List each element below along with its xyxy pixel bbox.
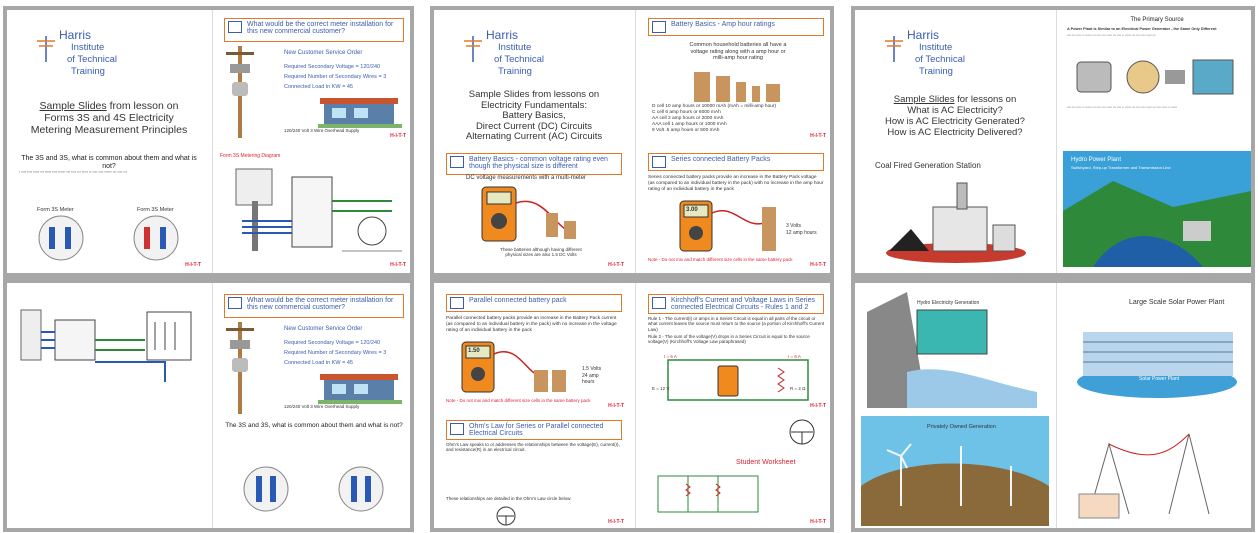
- logo-line-2: Institute: [498, 42, 532, 53]
- column-divider: [212, 10, 213, 528]
- footer-logo: H-I-T-T: [810, 262, 826, 268]
- order-line: Connected Load in KW = 45: [284, 360, 353, 366]
- multimeter-illustration: [476, 183, 596, 247]
- footer-logo: H-I-T-T: [608, 519, 624, 525]
- order-title: New Customer Service Order: [284, 326, 363, 332]
- slide-heading: Hydro Electricity Generation: [917, 300, 980, 306]
- title-line: Forms 3S and 4S Electricity: [44, 112, 174, 124]
- slide-heading: The Primary Source: [1130, 17, 1184, 23]
- slide-subtitle: DC voltage measurements with a multi-meter: [466, 175, 587, 181]
- slide-note: Note - Do not mix and match different size cells in the same battery pack: [446, 398, 591, 403]
- logo-line-1: Harris: [486, 28, 518, 42]
- transmission-illustration: [1069, 424, 1245, 524]
- pole-icon: [450, 423, 464, 435]
- coal-plant-illustration: [881, 177, 1031, 267]
- slide-body: Parallel connected battery packs provide an increase in the Battery Pack current (as compared to an individual battery in the pack) with no increase in the voltage rating of an individual battery in the pack: [446, 316, 617, 333]
- slide-body-end: These relationships are detailed in the Ohm's Law circle below:: [446, 496, 572, 501]
- battery-illustration: [688, 66, 788, 102]
- parallel-circuit-diagram: [648, 470, 768, 518]
- footer-logo: H-I-T-T: [390, 262, 406, 268]
- meter-label: Form 3S Meter: [137, 207, 174, 213]
- series-battery-slide[interactable]: [638, 147, 834, 271]
- title-slide[interactable]: [857, 12, 1053, 142]
- footer-logo: H-I-T-T: [185, 262, 201, 268]
- slide-heading: The 3S and 3S, what is common about them and what is not?: [21, 155, 197, 170]
- pack-rating: 1.5 Volts 24 amp hours: [582, 366, 602, 385]
- voltage-label: E = 12 V: [652, 386, 670, 391]
- coal-station-slide[interactable]: [857, 147, 1053, 271]
- column-divider: [635, 10, 636, 528]
- logo-line-4: Training: [71, 66, 105, 77]
- wiring-detail-diagram: [15, 292, 205, 396]
- image-caption: 120/240 Volt 3 Wire Overhead Supply: [284, 404, 360, 409]
- title-underlined: Sample Slides: [39, 100, 107, 112]
- slide-panel-1[interactable]: [3, 6, 414, 532]
- logo-line-3: of Technical: [915, 54, 965, 65]
- footer-logo: H-I-T-T: [390, 133, 406, 139]
- hydro-generation-slide[interactable]: [857, 288, 1053, 412]
- slide-banner: What would be the correct meter installation for this new commercial customer?: [224, 18, 404, 42]
- footer-logo: H-I-T-T: [810, 403, 826, 409]
- order-line: Required Secondary Voltage = 120/240: [284, 64, 381, 70]
- slide-title: Sample Slides from lessons on Electricity Fundamentals: Battery Basics, Direct Current (DC) Circuits Alternating Current (AC) Circuits: [465, 89, 603, 142]
- current-label: I = 6 A: [664, 354, 677, 359]
- logo-line-4: Training: [919, 66, 953, 77]
- parallel-battery-slide[interactable]: [436, 288, 632, 412]
- order-line: Required Secondary Voltage = 120/240: [284, 340, 381, 346]
- metering-diagram-slide[interactable]: [214, 147, 414, 271]
- row-divider: [7, 273, 410, 283]
- wiring-diagram: [222, 161, 408, 265]
- private-generation-slide[interactable]: [857, 414, 1053, 528]
- utility-pole-illustration: [220, 42, 260, 138]
- slide-title: [17, 100, 201, 136]
- solar-illustration: [1063, 292, 1251, 408]
- title-line: Metering Measurement Principles: [30, 124, 188, 136]
- slide-note: Note - Do not mix and match different size cells in the same battery pack: [648, 257, 793, 262]
- wiring-detail-slide[interactable]: [9, 288, 209, 528]
- rule-1: Rule 1 - The current(I) or amps in a Series Circuit is equal in all parts of the circuit or what current leaves the source must return to the source (a portion of Kirchhoff's Current Law): [648, 316, 825, 332]
- slide-body: Ohm's Law speaks to or addresses the relationships between the voltage(E), current(I), and resistance(R) in an electrical circuit.: [446, 442, 620, 453]
- slide-banner: Battery Basics - Amp hour ratings: [648, 18, 824, 36]
- meter-question-slide-2[interactable]: [214, 288, 414, 418]
- meter-diagrams: [226, 464, 406, 514]
- pack-rating: 3 Volts 12 amp hours: [786, 223, 817, 236]
- slide-body: Series connected battery packs provide an increase in the Battery Pack voltage (as compared to an individual battery in the pack) with no increase in the amp hour rating of an individual battery in the pack: [648, 175, 824, 192]
- commercial-building-illustration: [314, 370, 404, 406]
- slide-banner: Parallel connected battery pack: [446, 294, 622, 312]
- rule-2: Rule 2 - The sum of the voltage(V) drops in a Series Circuit is equal to the source voltage(V) (Kirchhoff's Voltage Law paraphrased): [648, 334, 810, 345]
- worksheet-slide[interactable]: [638, 414, 834, 528]
- pole-icon: [652, 21, 666, 33]
- order-line: Required Number of Secondary Wires = 3: [284, 74, 387, 80]
- hydro-plant-slide[interactable]: [1059, 147, 1255, 271]
- slide-panel-2[interactable]: [430, 6, 834, 532]
- utility-pole-icon: [35, 34, 57, 62]
- slide-banner: Series connected Battery Packs: [648, 153, 824, 171]
- harris-logo: [31, 24, 151, 84]
- utility-pole-icon: [462, 34, 484, 62]
- row-divider: [434, 273, 830, 283]
- kirchhoff-slide[interactable]: [638, 288, 834, 412]
- current-label: I = 6 A: [788, 354, 801, 359]
- ohms-law-slide[interactable]: [436, 414, 632, 528]
- resistance-label: R = 2 Ω: [790, 386, 806, 391]
- transmission-slide[interactable]: [1059, 414, 1255, 528]
- order-line: Required Number of Secondary Wires = 3: [284, 350, 387, 356]
- slide-banner: Battery Basics - common voltage rating even though the physical size is different: [446, 153, 622, 175]
- pole-icon: [450, 156, 464, 168]
- footer-logo: H-I-T-T: [608, 262, 624, 268]
- order-title: New Customer Service Order: [284, 50, 363, 56]
- primary-source-slide[interactable]: [1059, 12, 1255, 142]
- worksheet-title: Student Worksheet: [736, 459, 796, 466]
- wind-farm-illustration: [861, 416, 1049, 526]
- body-text: ▪▪▪▪ ▪▪▪ ▪▪▪▪▪ ▪▪ ▪▪▪▪▪▪ ▪▪▪ ▪▪▪▪ ▪▪▪▪ ▪▪▪▪▪ ▪▪▪ ▪▪▪▪ ▪▪ ▪▪▪▪▪▪ ▪▪▪ ▪▪▪▪ ▪▪▪▪ ▪▪▪▪▪ ▪▪▪ ▪▪▪▪ ▪▪▪▪▪ ▪▪ ▪▪▪▪▪▪: [1067, 105, 1178, 109]
- amp-hour-slide[interactable]: [638, 12, 834, 142]
- diagram-heading: Form 3S Metering Diagram: [220, 153, 281, 159]
- footer-logo: H-I-T-T: [810, 133, 826, 139]
- pole-icon: [652, 156, 666, 168]
- meter-question-slide[interactable]: [214, 12, 414, 142]
- slide-heading: The 3S and 3S, what is common about them and what is not?: [225, 422, 403, 429]
- meter-reading: 1.50: [468, 348, 480, 354]
- logo-line-3: of Technical: [67, 54, 117, 65]
- utility-pole-icon: [883, 34, 905, 62]
- title-slide[interactable]: [436, 12, 632, 142]
- footer-logo: H-I-T-T: [810, 519, 826, 525]
- pole-icon: [450, 297, 464, 309]
- image-caption: 120/240 Volt 3 Wire Overhead Supply: [284, 128, 360, 133]
- slide-banner: What would be the correct meter installation for this new commercial customer?: [224, 294, 404, 318]
- meter-label: Form 3S Meter: [37, 207, 74, 213]
- generator-illustration: [1073, 52, 1243, 98]
- body-text: ▪▪▪▪ ▪▪▪ ▪▪▪▪▪ ▪▪ ▪▪▪▪▪▪ ▪▪▪ ▪▪▪▪ ▪▪▪▪ ▪▪▪▪▪ ▪▪▪ ▪▪▪▪ ▪▪ ▪▪▪▪▪▪ ▪▪▪ ▪▪▪▪ ▪▪▪▪ ▪▪▪▪▪ ▪▪▪: [1067, 33, 1156, 37]
- utility-pole-illustration: [220, 318, 260, 414]
- slide-heading: Privately Owned Generation: [927, 424, 996, 430]
- logo-line-4: Training: [498, 66, 532, 77]
- logo-line-1: Harris: [907, 28, 939, 42]
- pole-icon: [228, 21, 242, 33]
- slide-heading: Coal Fired Generation Station: [875, 161, 981, 170]
- solar-plant-slide[interactable]: [1059, 288, 1255, 412]
- form-comparison-slide[interactable]: [9, 147, 209, 271]
- ohms-law-circle: [496, 506, 516, 526]
- logo-line-2: Institute: [919, 42, 953, 53]
- slide-subtitle: Switchyard, Step-up Transformer and Transmission Line: [1071, 165, 1171, 170]
- row-divider: [855, 273, 1251, 283]
- voltage-rating-slide[interactable]: [436, 147, 632, 271]
- ohms-law-circle: [788, 418, 816, 446]
- order-line: Connected Load in KW = 45: [284, 84, 353, 90]
- rating-list: D cell 10 amp hours or 10000 mAh (mAh = milli-amp hour) C cell 6 amp hours or 6000 mAh AA cell 2 amp hours or 2000 mAh AAA cell 1 amp hours or 1000 mAh 9 Volt .5 amp hours or 500 mAh: [652, 104, 777, 133]
- title-slide[interactable]: [9, 12, 209, 142]
- slide-panel-3[interactable]: [851, 6, 1255, 532]
- pole-icon: [652, 297, 666, 309]
- form-comparison-slide-2[interactable]: [214, 420, 414, 528]
- slide-title: Sample Slides for lessons on What is AC Electricity? How is AC Electricity Generated? How is AC Electricity Delivered?: [885, 94, 1025, 138]
- image-caption: These batteries although having different physical sizes are also 1.5 DC Volts: [500, 247, 582, 257]
- harris-logo: [879, 24, 999, 84]
- logo-line-1: Harris: [59, 28, 91, 42]
- footer-logo: H-I-T-T: [608, 403, 624, 409]
- dam-illustration: [867, 292, 1047, 408]
- bullet-text: ▪ ▪▪▪▪ ▪▪▪▪ ▪▪▪▪▪ ▪▪▪ ▪▪▪▪▪ ▪▪▪▪ ▪▪▪▪▪▪ ▪▪▪ ▪▪▪▪ ▪▪▪ ▪▪▪▪▪ ▪▪ ▪▪▪▪ ▪▪▪▪ ▪▪▪▪▪▪ ▪▪▪ ▪▪▪▪ ▪▪▪: [19, 170, 128, 174]
- commercial-building-illustration: [314, 94, 404, 130]
- image-label: Solar Power Plant: [1139, 376, 1180, 382]
- logo-line-2: Institute: [71, 42, 105, 53]
- slide-heading: Large Scale Solar Power Plant: [1129, 299, 1225, 306]
- meter-diagrams: [21, 213, 201, 263]
- slide-banner: Kirchhoff's Current and Voltage Laws in Series connected Electrical Circuits - Rules 1 and 2: [648, 294, 824, 314]
- title-rest: from lesson on: [106, 100, 179, 112]
- intro-text: Common household batteries all have a voltage rating along with a amp hour or milli-amp hour rating: [689, 42, 787, 61]
- column-divider: [1056, 10, 1057, 528]
- meter-reading: 3.00: [686, 207, 698, 213]
- harris-logo: [458, 24, 578, 84]
- slide-heading: Hydro Power Plant: [1071, 157, 1122, 163]
- slide-banner: Ohm's Law for Series or Parallel connected Electrical Circuits: [446, 420, 622, 440]
- logo-line-3: of Technical: [494, 54, 544, 65]
- pole-icon: [228, 297, 242, 309]
- slide-subtitle: A Power Plant is Similar to an Electrical Power Generator - the Same Only Different: [1067, 27, 1217, 31]
